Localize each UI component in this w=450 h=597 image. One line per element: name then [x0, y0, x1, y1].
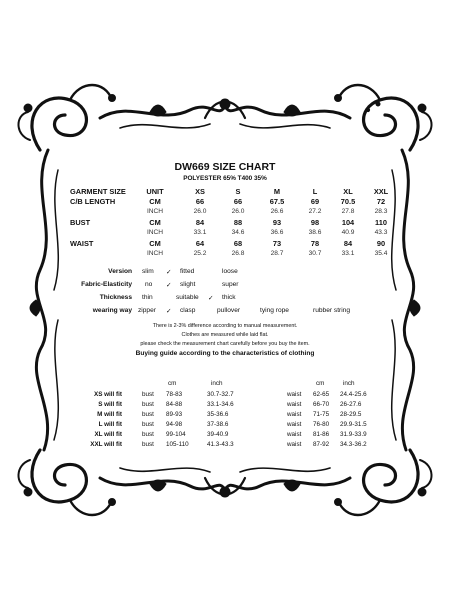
- guide-inch: 29.9-31.5: [340, 421, 367, 428]
- cell: 28.7: [270, 250, 284, 257]
- guide-cm: 99-104: [166, 431, 186, 438]
- cell: 25.2: [193, 250, 207, 257]
- guide-cm: 76-80: [313, 421, 330, 428]
- guide-size: L will fit: [98, 421, 122, 428]
- check-mark: ✓: [166, 269, 172, 276]
- unit-cm: cm: [316, 380, 325, 387]
- option: super: [222, 281, 239, 288]
- cell: 88: [233, 218, 243, 227]
- cell: 64: [195, 239, 205, 248]
- cell: 84: [343, 239, 353, 248]
- cell: 68: [233, 239, 243, 248]
- guide-size: XXL will fit: [90, 441, 122, 448]
- guide-inch: 28-29.5: [340, 411, 362, 418]
- cell: 28.3: [374, 208, 388, 215]
- guide-cm: 81-86: [313, 431, 330, 438]
- unit-cm: cm: [168, 380, 177, 387]
- option: loose: [222, 268, 238, 275]
- guide-part: bust: [142, 421, 154, 428]
- guide-row: [0, 431, 450, 441]
- guide-part: bust: [142, 431, 154, 438]
- cell: 66: [233, 197, 243, 206]
- guide-cm: 62-65: [313, 391, 330, 398]
- guide-cm: 78-83: [166, 391, 183, 398]
- cell: 67.5: [269, 197, 285, 206]
- cell: 93: [272, 218, 282, 227]
- guide-inch: 26-27.6: [340, 401, 362, 408]
- guide-cm: 87-92: [313, 441, 330, 448]
- guide-inch: 35-36.6: [207, 411, 229, 418]
- guide-cm: 66-70: [313, 401, 330, 408]
- unit-inch: INCH: [146, 208, 164, 215]
- attribute-thickness: [0, 294, 450, 304]
- note-check-chart: please check the measurement chart carefully before you buy the item.: [140, 341, 310, 347]
- header-unit: UNIT: [146, 187, 164, 196]
- guide-part: bust: [142, 401, 154, 408]
- header-s: S: [235, 187, 241, 196]
- option: rubber string: [313, 307, 351, 314]
- attribute-wearing-way: [0, 307, 450, 317]
- cell: 69: [310, 197, 320, 206]
- cell: 30.7: [308, 250, 322, 257]
- table-row-cb-length-inch: [0, 208, 450, 218]
- material-composition: POLYESTER 65% T400 35%: [183, 175, 267, 182]
- attribute-label: Fabric-Elasticity: [81, 281, 132, 288]
- cell: 27.8: [341, 208, 355, 215]
- cell: 40.9: [341, 229, 355, 236]
- guide-inch: 41.3-43.3: [207, 441, 234, 448]
- table-row-waist-cm: [0, 239, 450, 249]
- cell: 104: [341, 218, 355, 227]
- size-table-header: [0, 187, 450, 197]
- cell: 26.6: [270, 208, 284, 215]
- check-mark: ✓: [208, 295, 214, 302]
- guide-cm: 94-98: [166, 421, 183, 428]
- note-measured-flat: Clothes are measured while laid flat.: [181, 332, 269, 338]
- option: thin: [142, 294, 153, 301]
- attribute-version: [0, 268, 450, 278]
- attribute-label: Thickness: [99, 294, 132, 301]
- guide-inch: 39-40.9: [207, 431, 229, 438]
- unit-inch: inch: [211, 380, 223, 387]
- guide-cm: 71-75: [313, 411, 330, 418]
- cell: 33.1: [341, 250, 355, 257]
- guide-size: S will fit: [98, 401, 122, 408]
- cell: 26.0: [193, 208, 207, 215]
- cell: 26.0: [231, 208, 245, 215]
- guide-part: bust: [142, 411, 154, 418]
- guide-part: waist: [287, 431, 302, 438]
- attribute-label: Version: [108, 268, 132, 275]
- option: slight: [180, 281, 196, 288]
- table-row-bust-inch: [0, 229, 450, 239]
- header-m: M: [273, 187, 281, 196]
- unit-inch: INCH: [146, 229, 164, 236]
- option: fitted: [180, 268, 195, 275]
- unit-cm: CM: [149, 218, 161, 227]
- cell: 36.6: [270, 229, 284, 236]
- guide-part: waist: [287, 421, 302, 428]
- cell: 78: [310, 239, 320, 248]
- guide-size: XL will fit: [94, 431, 122, 438]
- guide-row: [0, 421, 450, 431]
- cell: 34.6: [231, 229, 245, 236]
- cell: 33.1: [193, 229, 207, 236]
- cell: 35.4: [374, 250, 388, 257]
- guide-cm: 84-88: [166, 401, 183, 408]
- option: thick: [222, 294, 236, 301]
- guide-cm: 105-110: [166, 441, 189, 448]
- guide-part: bust: [142, 391, 154, 398]
- header-xxl: XXL: [373, 187, 389, 196]
- table-row-cb-length-cm: [0, 197, 450, 207]
- cell: 90: [376, 239, 386, 248]
- cell: 70.5: [340, 197, 356, 206]
- guide-part: waist: [287, 411, 302, 418]
- row-label: C/B LENGTH: [70, 197, 116, 206]
- guide-inch: 24.4-25.6: [340, 391, 367, 398]
- cell: 73: [272, 239, 282, 248]
- check-mark: ✓: [166, 308, 172, 315]
- option: tying rope: [260, 307, 289, 314]
- cell: 43.3: [374, 229, 388, 236]
- chart-title: DW669 SIZE CHART: [174, 161, 276, 173]
- guide-size: M will fit: [97, 411, 122, 418]
- header-garment-size: GARMENT SIZE: [70, 187, 126, 196]
- attribute-fabric-elasticity: [0, 281, 450, 291]
- check-mark: ✓: [166, 282, 172, 289]
- cell: 98: [310, 218, 320, 227]
- buying-guide-title: Buying guide according to the characteristics of clothing: [135, 350, 315, 357]
- guide-row: [0, 401, 450, 411]
- row-label: WAIST: [70, 239, 94, 248]
- guide-part: waist: [287, 401, 302, 408]
- option: slim: [142, 268, 154, 275]
- guide-inch: 30.7-32.7: [207, 391, 234, 398]
- guide-inch: 31.9-33.9: [340, 431, 367, 438]
- option: suitable: [176, 294, 199, 301]
- table-row-bust-cm: [0, 218, 450, 228]
- guide-inch: 34.3-36.2: [340, 441, 367, 448]
- note-difference: There is 2-3% difference according to manual measurement.: [152, 323, 298, 329]
- cell: 27.2: [308, 208, 322, 215]
- guide-part: waist: [287, 391, 302, 398]
- cell: 72: [376, 197, 386, 206]
- guide-part: waist: [287, 441, 302, 448]
- cell: 38.6: [308, 229, 322, 236]
- option: zipper: [138, 307, 156, 314]
- guide-part: bust: [142, 441, 154, 448]
- option: no: [145, 281, 153, 288]
- guide-cm: 89-93: [166, 411, 183, 418]
- guide-row: [0, 391, 450, 401]
- cell: 66: [195, 197, 205, 206]
- header-xs: XS: [195, 187, 205, 196]
- unit-inch: inch: [343, 380, 355, 387]
- guide-size: XS will fit: [94, 391, 122, 398]
- header-l: L: [312, 187, 318, 196]
- guide-row: [0, 411, 450, 421]
- attribute-label: wearing way: [92, 307, 132, 314]
- guide-inch: 37-38.6: [207, 421, 229, 428]
- row-label: BUST: [70, 218, 91, 227]
- table-row-waist-inch: [0, 250, 450, 260]
- option: pullover: [217, 307, 241, 314]
- guide-row: [0, 441, 450, 451]
- cell: 84: [195, 218, 205, 227]
- option: clasp: [180, 307, 196, 314]
- cell: 110: [375, 218, 387, 227]
- header-xl: XL: [343, 187, 353, 196]
- cell: 26.8: [231, 250, 245, 257]
- unit-cm: CM: [149, 239, 161, 248]
- guide-inch: 33.1-34.6: [207, 401, 234, 408]
- guide-units-header: [0, 380, 450, 390]
- unit-inch: INCH: [146, 250, 164, 257]
- unit-cm: CM: [149, 197, 161, 206]
